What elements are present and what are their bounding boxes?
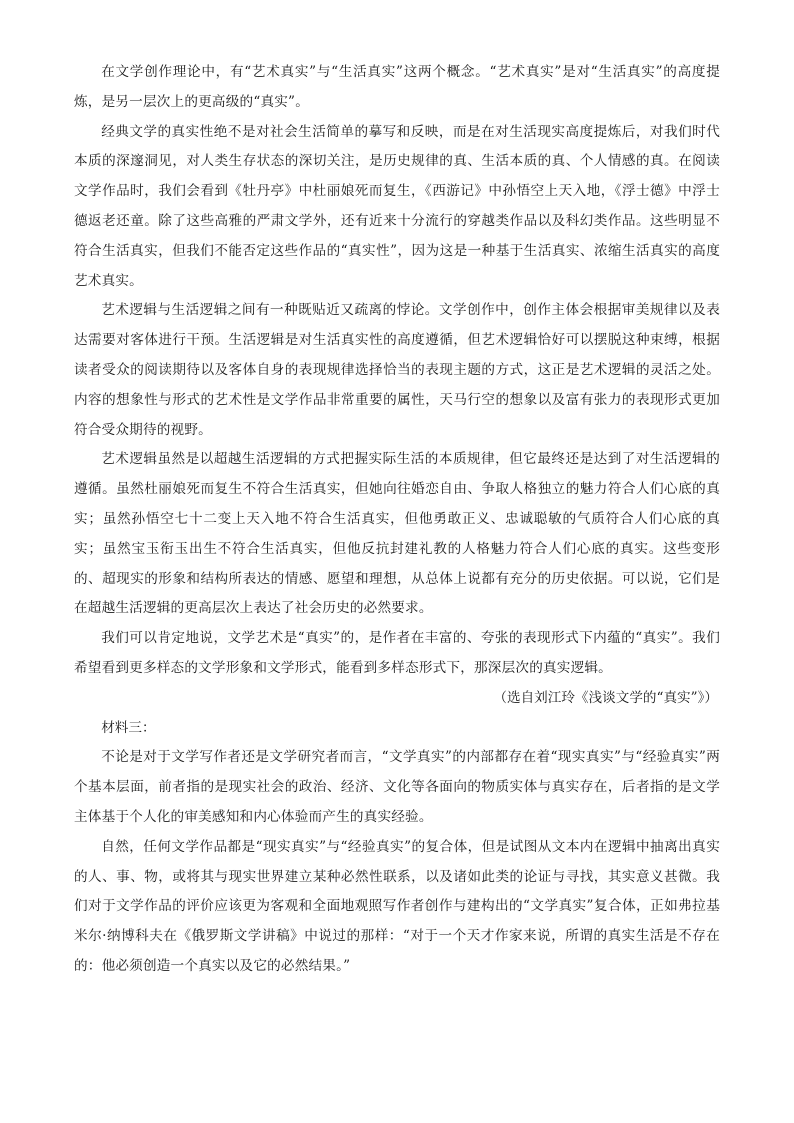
paragraph-two-layers-of-truth: 不论是对于文学写作者还是文学研究者而言，“文学真实”的内部都存在着“现实真实”与“经验真实”两个基本层面，前者指的是现实社会的政治、经济、文化等各面向的物质实体与真实存在，后者指的是文学主体基于个人化的审美感知和内心体验而产生的真实经验。 (74, 749, 720, 825)
material-three-heading: 材料三： (101, 719, 156, 736)
paragraph-art-logic-follows-life: 艺术逻辑虽然是以超越生活逻辑的方式把握实际生活的本质规律，但它最终还是达到了对生活逻辑的遵循。虽然杜丽娘死而复生不符合生活真实，但她向往婚恋自由、争取人格独立的魅力符合人们心底的真实；虽然孙悟空七十二变上天入地不符合生活真实，但他勇敢正义、忠诚聪敏的气质符合人们心底的真实；虽然宝玉衔玉出生不符合生活真实，但他反抗封建礼教的人格魅力符合人们心底的真实。这些变形的、超现实的形象和结构所表达的情感、愿望和理想，从总体上说都有充分的历史依据。可以说，它们是在超越生活逻辑的更高层次上表达了社会历史的必然要求。 (74, 451, 720, 617)
paragraph-conclusion: 我们可以肯定地说，文学艺术是“真实”的，是作者在丰富的、夸张的表现形式下内蕴的“真实”。我们希望看到更多样态的文学形象和文学形式，能看到多样态形式下，那深层次的真实逻辑。 (74, 630, 720, 676)
paragraph-art-vs-life-truth: 在文学创作理论中，有“艺术真实”与“生活真实”这两个概念。“艺术真实”是对“生活真实”的高度提炼，是另一层次上的更高级的“真实”。 (74, 64, 720, 110)
paragraph-classic-literature-truth: 经典文学的真实性绝不是对社会生活简单的摹写和反映，而是在对生活现实高度提炼后，对我们时代本质的深邃洞见，对人类生存状态的深切关注，是历史规律的真、生活本质的真、个人情感的真。在阅读文学作品时，我们会看到《牡丹亭》中杜丽娘死而复生，《西游记》中孙悟空上天入地，《浮士德》中浮士德返老还童。除了这些高雅的严肃文学外，还有近来十分流行的穿越类作品以及科幻类作品。这些明显不符合生活真实，但我们不能否定这些作品的“真实性”，因为这是一种基于生活真实、浓缩生活真实的高度艺术真实。 (74, 123, 720, 289)
document-page (74, 58, 720, 982)
paragraph-art-logic-paradox: 艺术逻辑与生活逻辑之间有一种既贴近又疏离的悖论。文学创作中，创作主体会根据审美规律以及表达需要对客体进行干预。生活逻辑是对生活真实性的高度遵循，但艺术逻辑恰好可以摆脱这种束缚，根据读者受众的阅读期待以及客体自身的表现规律选择恰当的表现主题的方式，这正是艺术逻辑的灵活之处。内容的想象性与形式的艺术性是文学作品非常重要的属性，天马行空的想象以及富有张力的表现形式更加符合受众期待的视野。 (74, 302, 720, 438)
source-citation: （选自刘江玲《浅谈文学的“真实”》） (493, 689, 718, 706)
paragraph-composite-truth: 自然，任何文学作品都是“现实真实”与“经验真实”的复合体，但是试图从文本内在逻辑中抽离出真实的人、事、物，或将其与现实世界建立某种必然性联系，以及诸如此类的论证与寻找，其实意义甚微。我们对于文学作品的评价应该更为客观和全面地观照写作者创作与建构出的“文学真实”复合体，正如弗拉基米尔·纳博科夫在《俄罗斯文学讲稿》中说过的那样：“对于一个天才作家来说，所谓的真实生活是不存在的：他必须创造一个真实以及它的必然结果。” (74, 838, 720, 974)
